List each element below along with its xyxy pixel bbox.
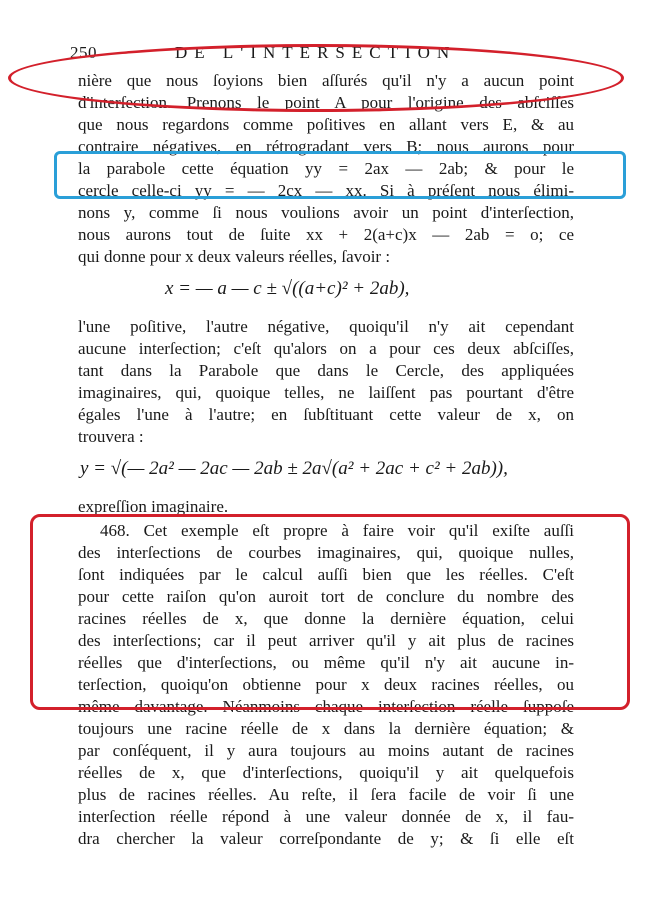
text-line: cercle celle-ci yy = — 2cx — xx. Si à préſent nous élimi- (78, 181, 574, 200)
text-line: que nous regardons comme poſitives en allant vers E, & au (78, 115, 574, 134)
text-line: nière que nous ſoyions bien aſſurés qu'il n'y a aucun point (78, 71, 574, 90)
text-line: imaginaires, qui, quoique telles, ne laiſſent pas pourtant d'être (78, 383, 574, 402)
text-line: égales l'une à l'autre; en ſubſtituant cette valeur de x, on (78, 405, 574, 424)
text-line: tant dans la Parabole que dans le Cercle, des appliquées (78, 361, 574, 380)
text-line: d'interſection. Prenons le point A pour l'origine des abſciſſes (78, 93, 574, 112)
text-line: plus de racines réelles. Au reſte, il ſera facile de voir ſi une (78, 785, 574, 804)
text-line: trouvera : (78, 427, 144, 446)
text-line: toujours une racine réelle de x dans la dernière équation; & (78, 719, 574, 738)
formula-x-roots: x = — a — c ± √((a+c)² + 2ab), (165, 278, 410, 299)
text-line: terſection, quoiqu'on obtienne pour x deux racines réelles, ou (78, 675, 574, 694)
text-line: ſont indiquées par le calcul auſſi bien que les réelles. C'eſt (78, 565, 574, 584)
text-line: contraire négatives, en rétrogradant vers B; nous aurons pour (78, 137, 574, 156)
text-line: l'une poſitive, l'autre négative, quoiqu'il n'y ait cependant (78, 317, 574, 336)
running-title: DE L'INTERSECTION (175, 43, 457, 62)
text-line: aucune interſection; c'eſt qu'alors on a pour ces deux abſciſſes, (78, 339, 574, 358)
paragraph-body (78, 316, 574, 448)
text-line: dra chercher la valeur correſpondante de y; & ſi elle eſt (78, 829, 574, 848)
text-line: qui donne pour x deux valeurs réelles, ſavoir : (78, 247, 391, 266)
text-line: la parabole cette équation yy = 2ax — 2ab; & pour le (78, 159, 574, 178)
text-line: interſection réelle répond à une valeur donnée de x, il fau- (78, 807, 574, 826)
text-line: des interſections de courbes imaginaires, qui, quoique nulles, (78, 543, 574, 562)
text-line: par conſéquent, il y aura toujours au moins autant de racines (78, 741, 574, 760)
red-box-annotation (30, 514, 630, 710)
text-line: des interſections; car il peut arriver qu'il y ait plus de racines (78, 631, 574, 650)
text-line: racines réelles de x, que donne la dernière équation, celui (78, 609, 574, 628)
text-line: réelles que d'interſections, ou même qu'il n'y ait aucune in- (78, 653, 574, 672)
text-line: expreſſion imaginaire. (78, 497, 229, 516)
page-number: 250 (70, 43, 97, 62)
blue-box-annotation (54, 151, 626, 199)
formula-y-imaginary: y = √(— 2a² — 2ac — 2ab ± 2a√(a² + 2ac + c² + 2ab)), (80, 458, 508, 479)
text-line: réelles de x, que d'interſections, quoiqu'il y ait quelquefois (78, 763, 574, 782)
red-oval-annotation (8, 44, 624, 112)
text-line: nons y, comme ſi nous voulions avoir un point d'interſection, (78, 203, 574, 222)
text-line: pour cette raiſon qu'on auroit tort de conclure du nombre des (78, 587, 574, 606)
text-line: 468. Cet exemple eſt propre à faire voir qu'il exiſte auſſi (100, 521, 574, 540)
text-line: nous aurons tout de ſuite xx + 2(a+c)x — 2ab = o; ce (78, 225, 574, 244)
text-line: même davantage. Néanmoins chaque interſection réelle ſuppoſe (78, 697, 574, 716)
